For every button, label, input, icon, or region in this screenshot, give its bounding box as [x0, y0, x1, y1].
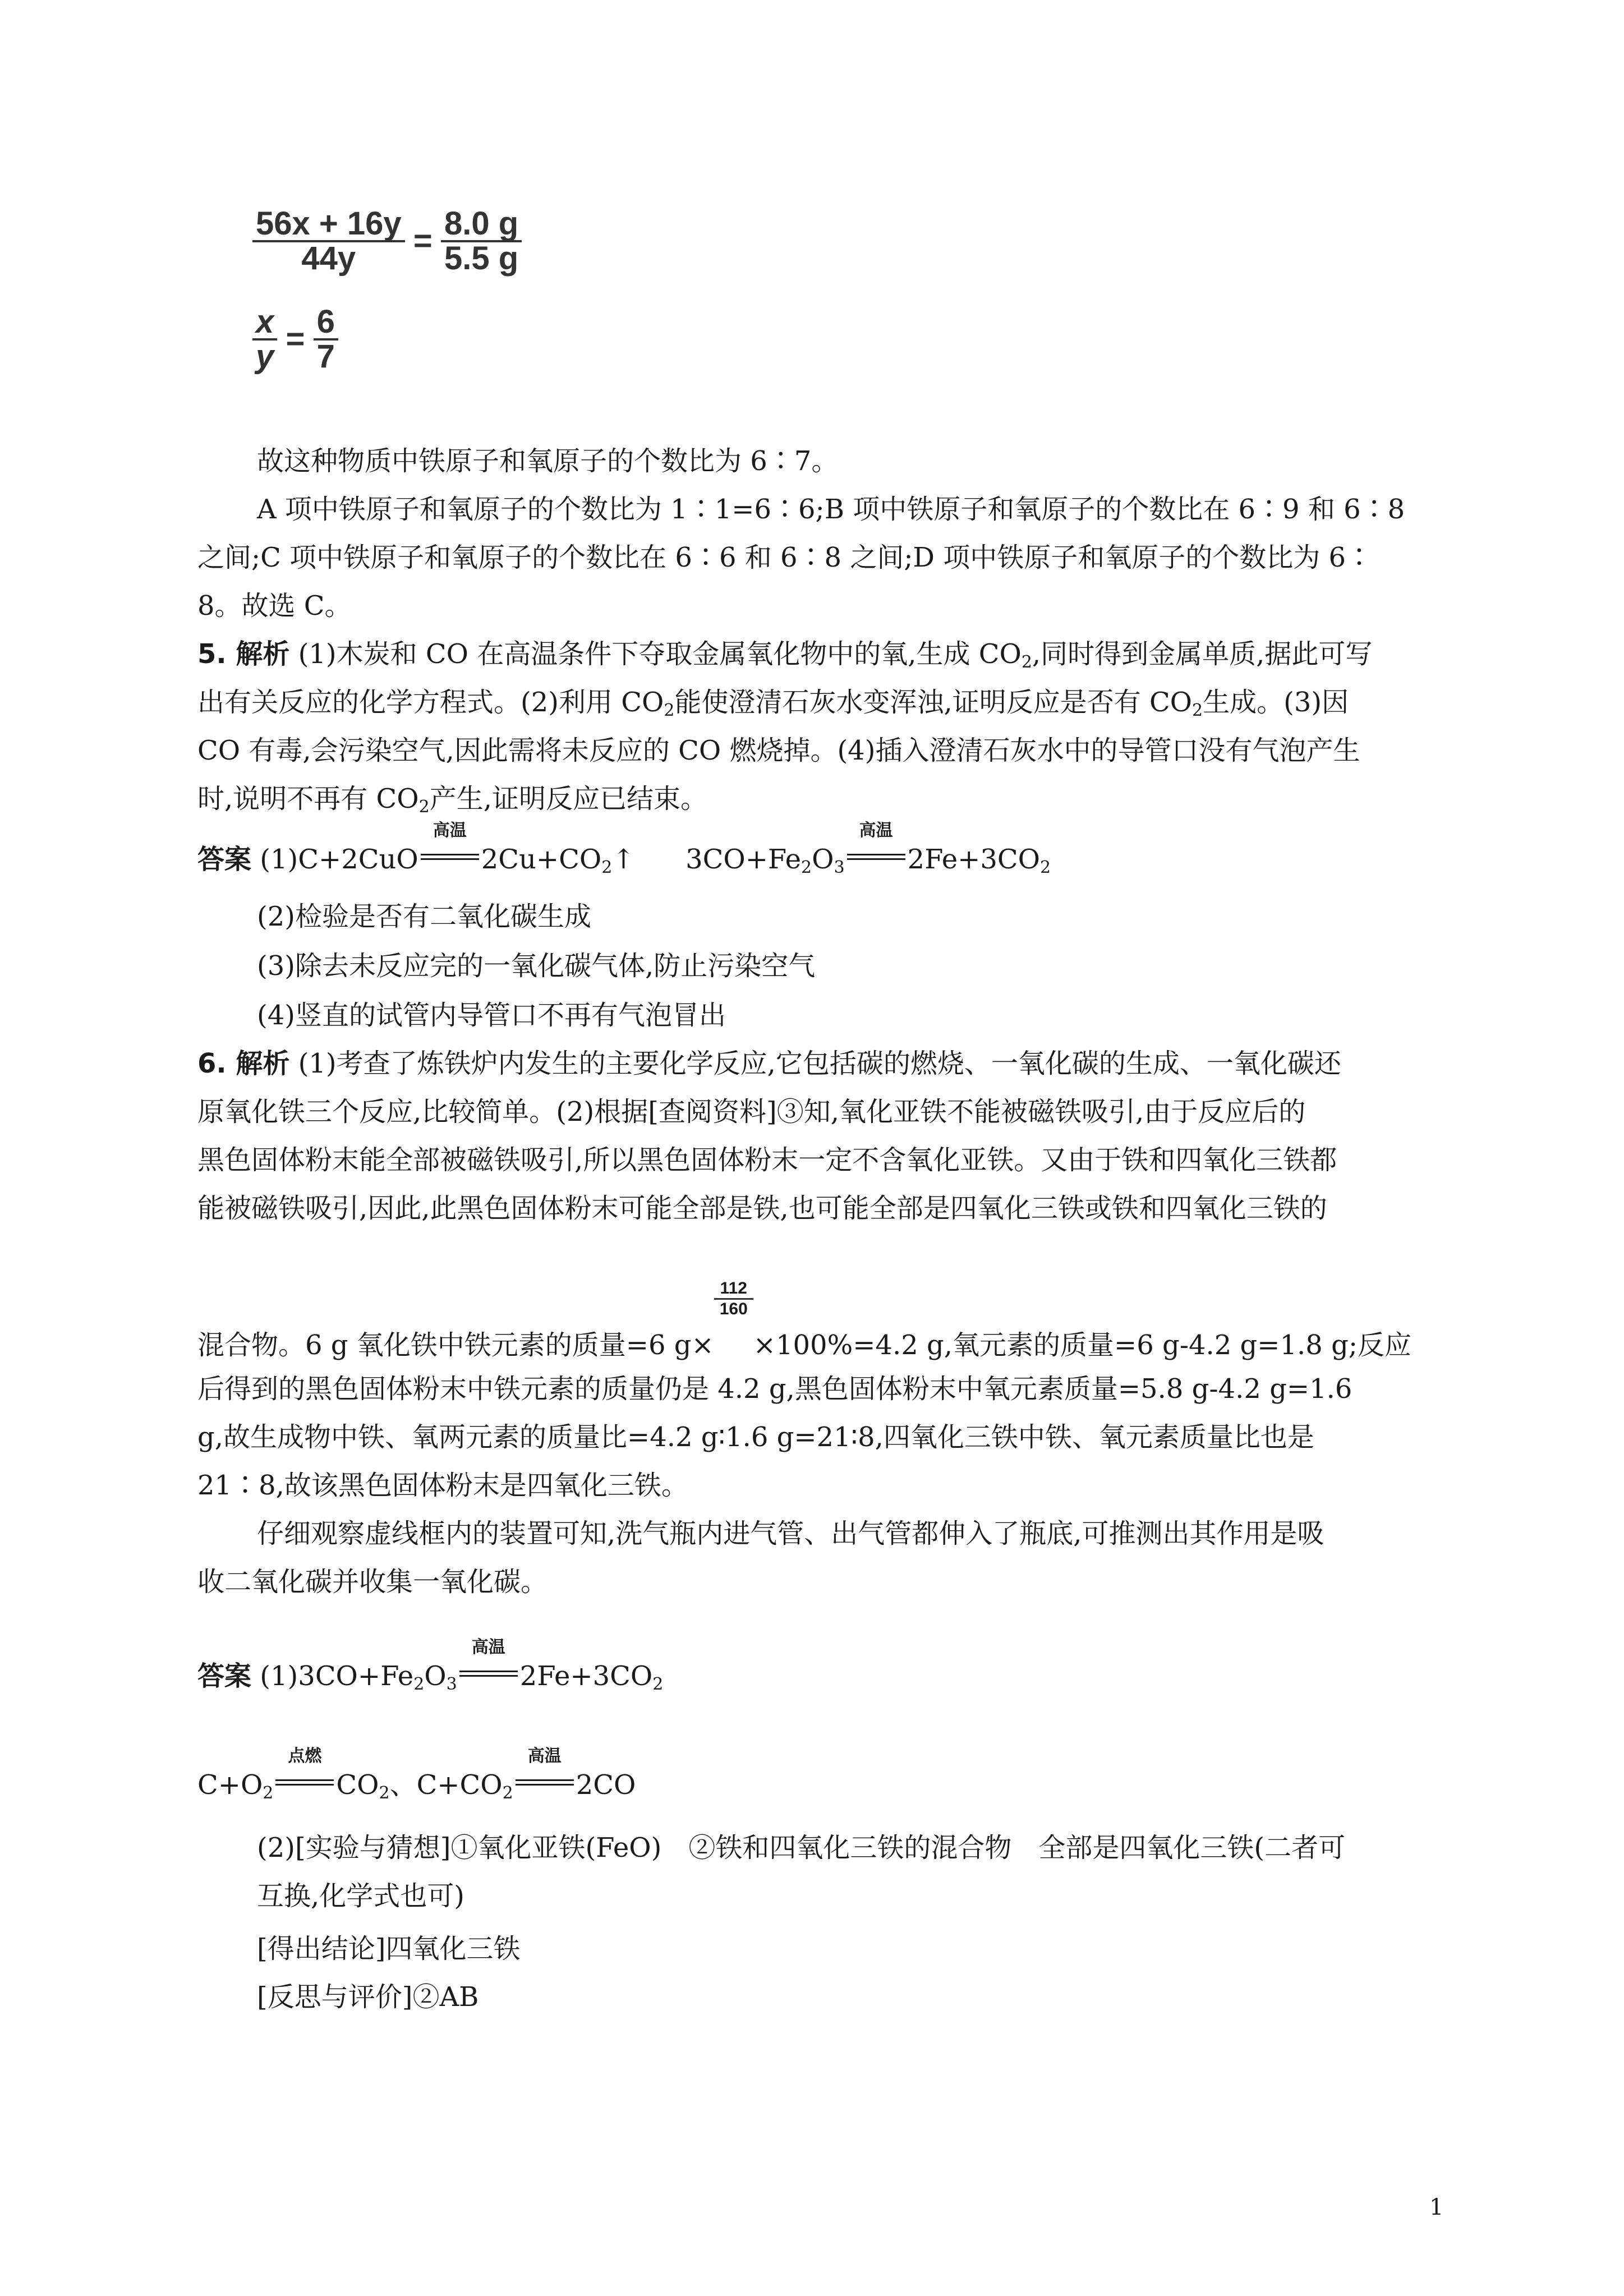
q6-answer-2b: 互换,化学式也可) — [257, 1880, 464, 1912]
q6-line-6: 后得到的黑色固体粉末中铁元素的质量仍是 4.2 g,黑色固体粉末中氧元素质量=5.8 g-4.2 g=1.6 — [197, 1373, 1352, 1405]
q5-answer-label: 答案 — [197, 844, 252, 875]
q6-line-4: 能被磁铁吸引,因此,此黑色固体粉末可能全部是铁,也可能全部是四氧化三铁或铁和四氧化三铁的 — [197, 1193, 1327, 1224]
q6-line-10: 收二氧化碳并收集一氧化碳。 — [197, 1566, 548, 1598]
q6-line-9: 仔细观察虚线框内的装置可知,洗气瓶内进气管、出气管都伸入了瓶底,可推测出其作用是吸 — [257, 1518, 1324, 1549]
q5-line-3: CO 有毒,会污染空气,因此需将未反应的 CO 燃烧掉。(4)插入澄清石灰水中的导管口没有气泡产生 — [197, 735, 1360, 766]
q5-line-2: 出有关反应的化学方程式。(2)利用 $CO_2$能使澄清石灰水变浑浊,证明反应是否有 $CO_2$生成。(3)因 — [197, 687, 1349, 720]
formula-mass-ratio: $\frac{56x + 16y}{44y}$ = $\frac{8.0 g}{5.5 g}$ — [252, 208, 522, 275]
q6-line-3: 黑色固体粉末能全部被磁铁吸引,所以黑色固体粉末一定不含氧化亚铁。又由于铁和四氧化三铁都 — [197, 1144, 1337, 1176]
page-number: 1 — [1429, 2194, 1444, 2220]
q6-answer-equation-1: 答案 $(1)3CO+Fe_2O_3$ 高温 $2Fe+3CO_2$ — [197, 1637, 664, 1694]
q6-answer-equation-2: $C+O_2$ 点燃 $CO_2$、$C+CO_2$ 高温 2CO — [197, 1746, 636, 1803]
q5-answer-equations: 答案 (1)C+2CuO 高温 $2Cu+CO_2↑$ $3CO+Fe_2O_3$ 高温 $2Fe+3CO_2$ — [197, 821, 1051, 877]
q4-line-3: 之间;C 项中铁原子和氧原子的个数比在 6∶6 和 6∶8 之间;D 项中铁原子和氧原子的个数比为 6∶ — [197, 542, 1373, 573]
reaction-condition: 高温 — [418, 841, 481, 868]
reaction-condition: 高温 — [845, 841, 908, 868]
q6-line-2: 原氧化铁三个反应,比较简单。(2)根据[查阅资料]③知,氧化亚铁不能被磁铁吸引,由于反应后的 — [197, 1096, 1306, 1128]
fraction-right: $\frac{8.0 g}{5.5 g}$ — [441, 208, 522, 275]
reaction-condition: 高温 — [513, 1767, 576, 1794]
q5-answer-2: (2)检验是否有二氧化碳生成 — [257, 901, 591, 932]
reaction-condition: 高温 — [457, 1658, 520, 1685]
q6-answer-3: [得出结论]四氧化三铁 — [257, 1933, 521, 1964]
formula-atom-ratio: $\frac{x}{y}$ = $\frac{6}{7}$ — [252, 306, 338, 373]
q6-line-8: 21∶8,故该黑色固体粉末是四氧化三铁。 — [197, 1470, 688, 1501]
q6-line-1: 6. 解析 (1)考查了炼铁炉内发生的主要化学反应,它包括碳的燃烧、一氧化碳的生成、一氧化碳还 — [197, 1048, 1341, 1079]
fraction-left: $\frac{56x + 16y}{44y}$ — [252, 208, 405, 275]
fraction-xy: $\frac{x}{y}$ — [252, 306, 277, 373]
q6-answer-label: 答案 — [197, 1660, 252, 1692]
q5-line-1: 5. 解析 (1)木炭和 CO 在高温条件下夺取金属氧化物中的氧,生成 $CO_2$,同时得到金属单质,据此可写 — [197, 638, 1373, 672]
q5-line-4: 时,说明不再有 $CO_2$产生,证明反应已结束。 — [197, 783, 707, 817]
reaction-condition: 点燃 — [273, 1767, 336, 1794]
q4-line-2: A 项中铁原子和氧原子的个数比为 1∶1=6∶6;B 项中铁原子和氧原子的个数比在 6∶9 和 6∶8 — [257, 494, 1405, 525]
fraction-six-seven: $\frac{6}{7}$ — [314, 306, 338, 373]
q5-answer-3: (3)除去未反应完的一氧化碳气体,防止污染空气 — [257, 950, 816, 982]
q5-answer-4: (4)竖直的试管内导管口不再有气泡冒出 — [257, 1000, 726, 1031]
fraction-112-160: 112 160 — [714, 1327, 753, 1354]
q4-line-4: 8。故选 C。 — [197, 590, 352, 622]
q5-label: 5. 解析 — [197, 638, 290, 670]
q6-label: 6. 解析 — [197, 1048, 290, 1079]
q6-line-7: g,故生成物中铁、氧两元素的质量比=4.2 g∶1.6 g=21∶8,四氧化三铁中铁、氧元素质量比也是 — [197, 1421, 1314, 1453]
q6-answer-2a: (2)[实验与猜想]①氧化亚铁(FeO) ②铁和四氧化三铁的混合物 全部是四氧化三铁(二者可 — [257, 1832, 1346, 1864]
q6-line-5: 混合物。6 g 氧化铁中铁元素的质量=6 g× 112 160 ×100%=4.2 g,氧元素的质量=6 g-4.2 g=1.8 g;反应 — [197, 1279, 1411, 1361]
q6-answer-4: [反思与评价]②AB — [257, 1981, 479, 2013]
q4-line-1: 故这种物质中铁原子和氧原子的个数比为 6∶7。 — [257, 445, 839, 477]
